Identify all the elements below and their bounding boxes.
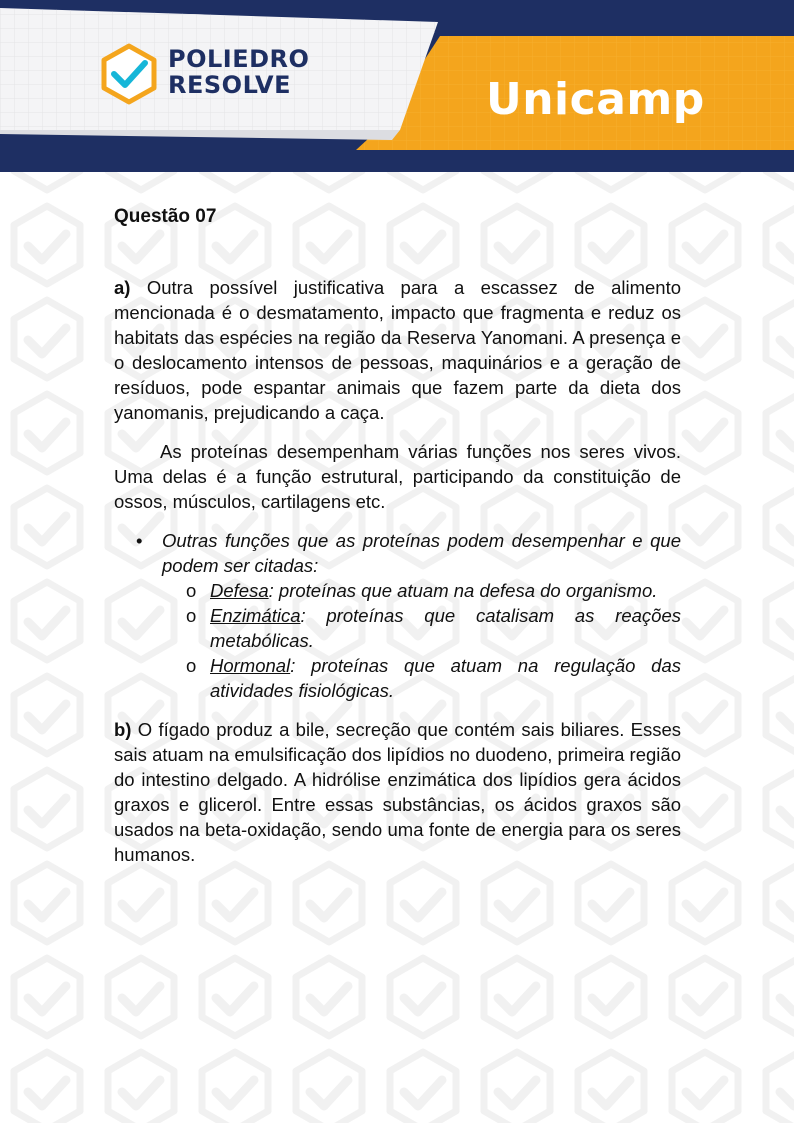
function-desc: : proteínas que atuam na defesa do organismo. [268, 580, 658, 601]
proteins-paragraph: As proteínas desempenham várias funções nos seres vivos. Uma delas é a função estrutural, participando da constituição de ossos, músculos, cartilagens etc. [114, 441, 681, 512]
function-desc: : proteínas que atuam na regulação das atividades fisiológicas. [210, 655, 681, 701]
sub-list-item-hormonal [162, 653, 681, 703]
bullet-marker: • [136, 530, 143, 551]
exam-name: Unicamp [486, 74, 705, 125]
function-desc: : proteínas que catalisam as reações metabólicas. [210, 605, 681, 651]
page-header [0, 0, 794, 172]
logo-line-2: RESOLVE [168, 71, 292, 99]
part-a-label: a) [114, 277, 131, 298]
protein-functions-list [114, 528, 681, 703]
part-b-label: b) [114, 719, 132, 740]
function-term: Enzimática [210, 605, 301, 626]
function-term: Defesa [210, 580, 269, 601]
logo-line-1: POLIEDRO [168, 45, 310, 73]
sub-marker: o [186, 655, 197, 676]
question-content [114, 204, 681, 867]
sub-marker: o [186, 605, 197, 626]
part-b-paragraph [114, 717, 681, 867]
sub-list-item-defesa [162, 578, 681, 603]
part-a-text: Outra possível justificativa para a escassez de alimento mencionada é o desmatamento, impacto que fragmenta e reduz os habitats das espécies na região da Reserva Yanomani. A presença e o deslocamento intensos de pessoas, maquinários e a geração de resíduos, pode espantar animais que fazem parte da dieta dos yanomanis, prejudicando a caça. [114, 277, 681, 423]
bullet-text: Outras funções que as proteínas podem desempenhar e que podem ser citadas: [162, 530, 681, 576]
part-a-paragraph [114, 275, 681, 425]
sub-list-item-enzimatica [162, 603, 681, 653]
sub-marker: o [186, 580, 197, 601]
logo-wordmark [168, 46, 309, 98]
list-item [114, 528, 681, 703]
question-title: Questão 07 [114, 206, 217, 227]
sub-list [162, 578, 681, 703]
logo-icon [104, 46, 154, 102]
function-term: Hormonal [210, 655, 291, 676]
part-b-text: O fígado produz a bile, secreção que contém sais biliares. Esses sais atuam na emulsificação dos lipídios no duodeno, primeira região do intestino delgado. A hidrólise enzimática dos lipídios gera ácidos graxos e glicerol. Entre essas substâncias, os ácidos graxos são usados na beta-oxidação, sendo uma fonte de energia para os seres humanos. [114, 719, 682, 865]
